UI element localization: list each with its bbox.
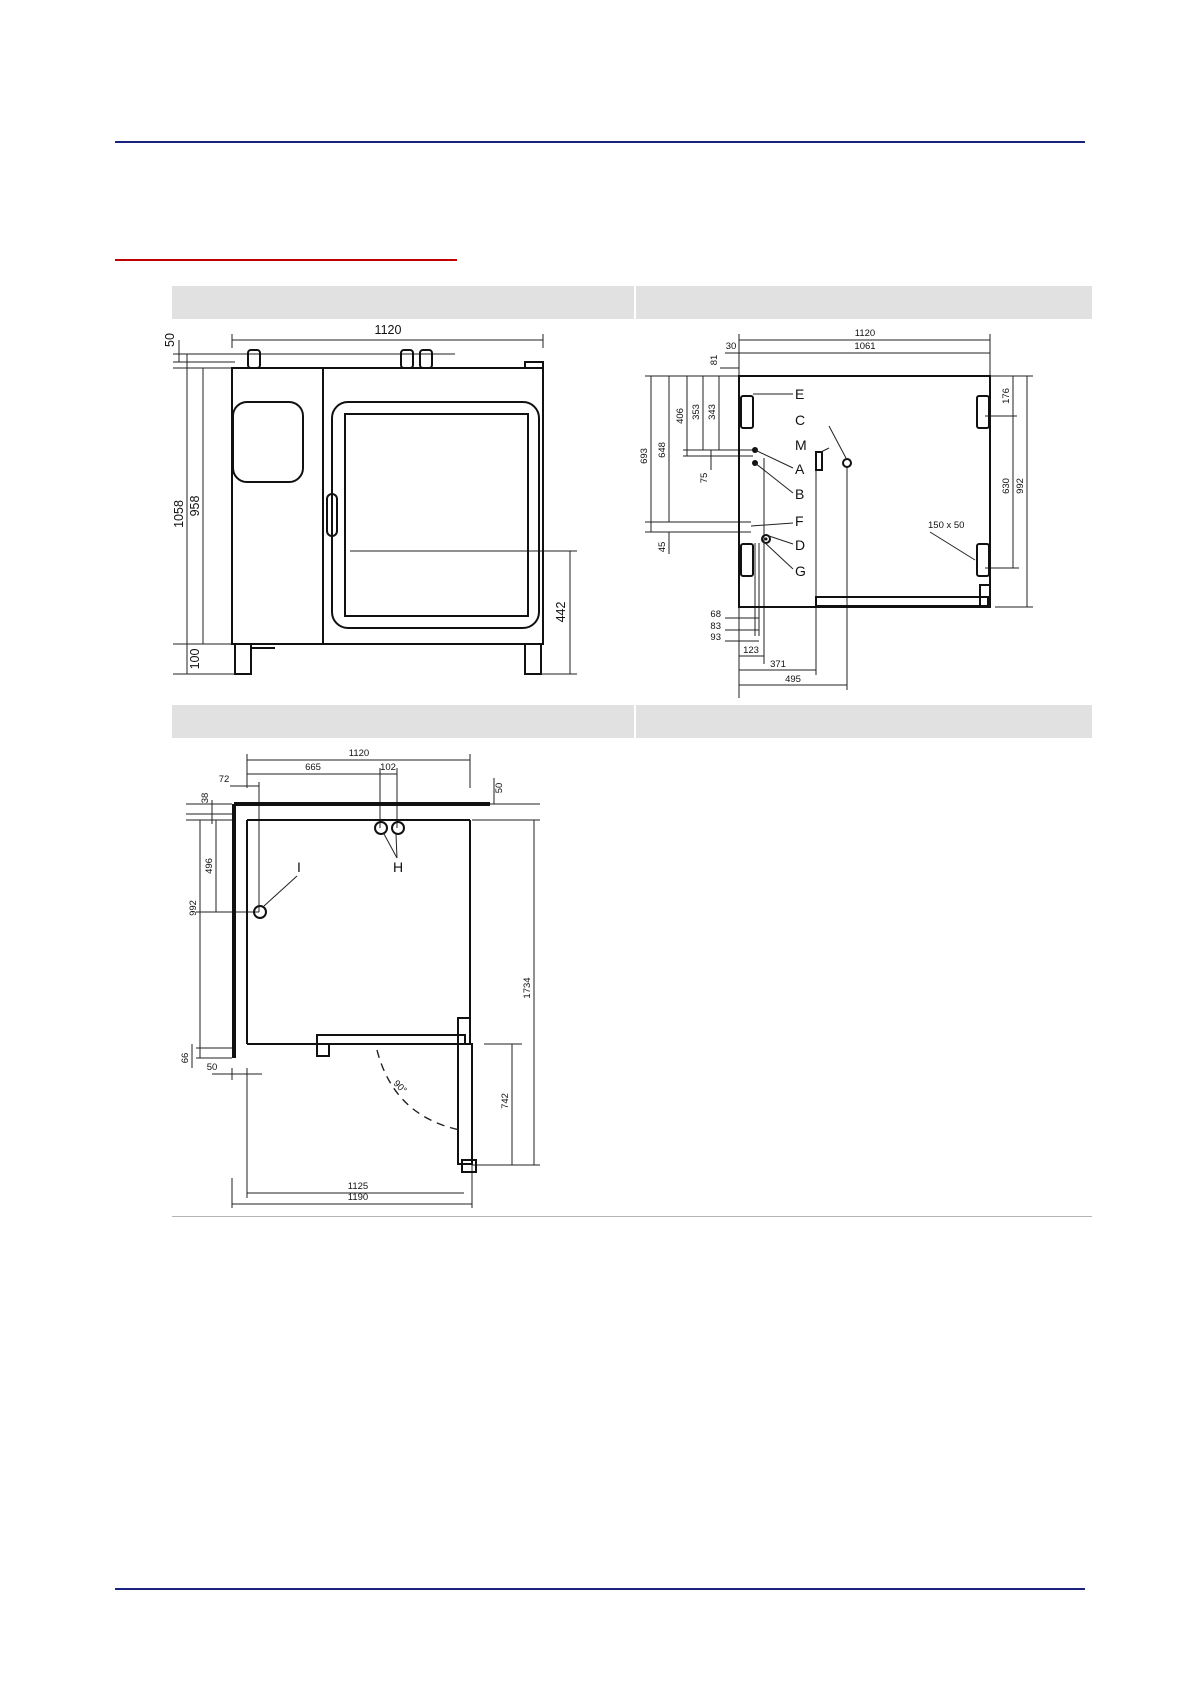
top-view-oven-body xyxy=(234,804,490,1172)
top-dim-742: 742 xyxy=(500,1093,511,1109)
top-view-drawing xyxy=(172,738,552,1208)
rear-dim-75: 75 xyxy=(699,472,710,484)
rear-dim-1061: 1061 xyxy=(854,341,876,352)
view-header-band-bottom xyxy=(172,705,1092,738)
rear-view-drawing xyxy=(635,318,1045,698)
top-dim-72: 72 xyxy=(218,774,230,785)
rear-label-f: F xyxy=(795,513,804,529)
rear-dim-30: 30 xyxy=(725,341,737,352)
rear-view-oven-body xyxy=(739,376,990,607)
front-view-dimension-lines xyxy=(173,334,577,674)
footer-rule xyxy=(115,1588,1085,1590)
top-label-i: I xyxy=(297,859,301,875)
section-title-underline xyxy=(115,259,457,261)
top-dim-50-left: 50 xyxy=(206,1062,218,1073)
front-dim-1058: 1058 xyxy=(172,500,186,528)
rear-dim-176: 176 xyxy=(1001,388,1012,404)
top-dim-496: 496 xyxy=(204,858,215,874)
top-dim-992: 992 xyxy=(188,900,199,916)
rear-label-m: M xyxy=(795,437,807,453)
top-dim-38: 38 xyxy=(200,792,211,804)
rear-label-c: C xyxy=(795,412,806,428)
view-header-band-top xyxy=(172,286,1092,319)
top-angle-90: 90° xyxy=(390,1078,409,1097)
front-dim-442: 442 xyxy=(554,601,568,623)
rear-dim-123: 123 xyxy=(743,645,759,656)
top-dim-50-top: 50 xyxy=(494,782,505,794)
rear-label-b: B xyxy=(795,486,805,502)
front-dim-1120: 1120 xyxy=(374,323,402,337)
top-dim-1190: 1190 xyxy=(347,1192,369,1203)
rear-dim-648: 648 xyxy=(657,442,668,458)
rear-label-e: E xyxy=(795,386,805,402)
rear-dim-495: 495 xyxy=(785,674,801,685)
header-rule xyxy=(115,141,1085,143)
rear-label-d: D xyxy=(795,537,806,553)
rear-dim-630: 630 xyxy=(1001,478,1012,494)
top-dim-1120: 1120 xyxy=(348,748,370,759)
rear-dim-83: 83 xyxy=(710,621,721,632)
front-view-oven-body xyxy=(232,350,543,674)
top-dim-1125: 1125 xyxy=(347,1181,369,1192)
rear-dim-93: 93 xyxy=(710,632,721,643)
front-dim-958: 958 xyxy=(188,495,202,517)
rear-label-g: G xyxy=(795,563,806,579)
drawing-area-bottom-line xyxy=(172,1216,1092,1217)
rear-dim-406: 406 xyxy=(675,408,686,424)
rear-dim-68: 68 xyxy=(710,609,721,620)
front-dim-50: 50 xyxy=(163,333,177,347)
rear-view-dimension-lines xyxy=(645,334,1033,698)
rear-dim-45: 45 xyxy=(657,541,668,553)
rear-dim-693: 693 xyxy=(639,448,650,464)
front-view-drawing xyxy=(165,318,585,688)
front-dim-100: 100 xyxy=(188,648,202,670)
top-dim-102: 102 xyxy=(380,762,396,773)
rear-dim-353: 353 xyxy=(691,404,702,420)
rear-vent-size: 150 x 50 xyxy=(928,520,965,531)
top-dim-665: 665 xyxy=(305,762,321,773)
top-view-dimension-lines xyxy=(186,754,540,1208)
rear-label-a: A xyxy=(795,461,805,477)
top-label-h: H xyxy=(392,859,404,875)
band-divider xyxy=(634,705,636,738)
top-dim-66: 66 xyxy=(180,1052,191,1064)
rear-dim-81: 81 xyxy=(709,354,720,366)
top-dim-1734: 1734 xyxy=(522,977,533,999)
rear-dim-992: 992 xyxy=(1015,478,1026,494)
rear-dim-343: 343 xyxy=(707,404,718,420)
rear-dim-371: 371 xyxy=(770,659,786,670)
band-divider xyxy=(634,286,636,319)
rear-dim-1120: 1120 xyxy=(854,328,876,339)
